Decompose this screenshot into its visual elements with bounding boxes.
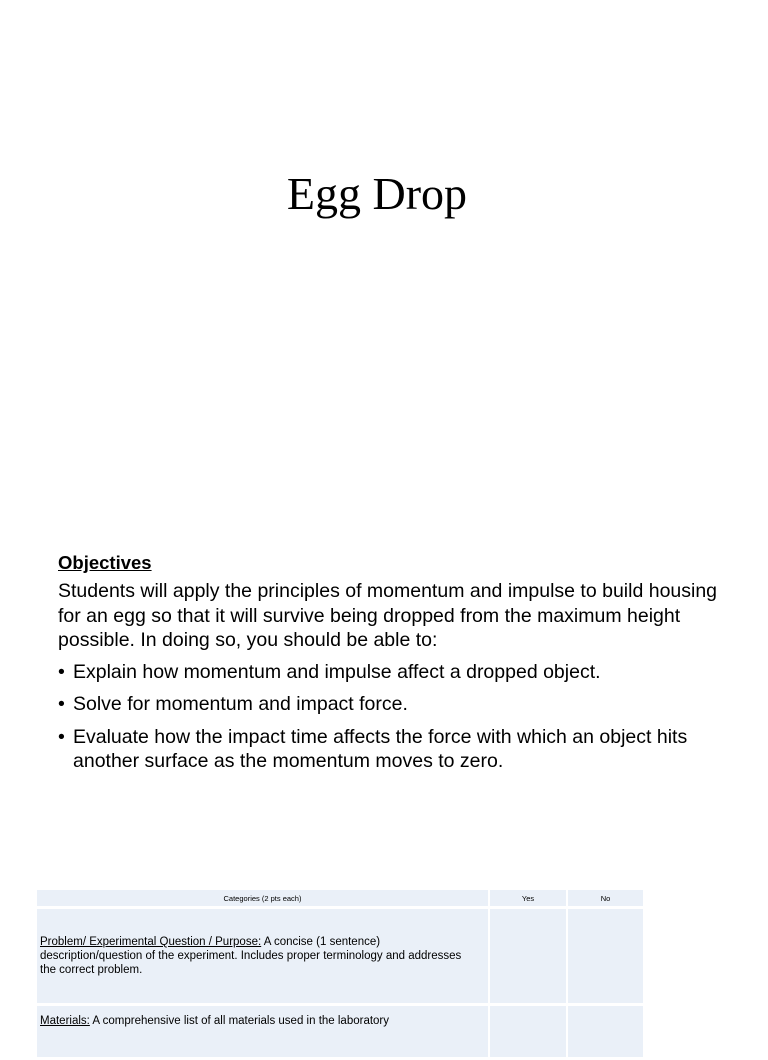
- objectives-section: [58, 550, 738, 782]
- categories-header: Categories (2 pts each): [37, 890, 489, 908]
- rubric-yes-cell: [489, 908, 567, 1005]
- bullet-icon: •: [58, 725, 65, 748]
- rubric-category-term: Problem/ Experimental Question / Purpose:: [40, 936, 262, 948]
- rubric-category-cell: [37, 1005, 489, 1059]
- bullet-icon: •: [58, 693, 65, 715]
- rubric-no-cell: [567, 908, 644, 1005]
- objective-text: Solve for momentum and impact force.: [73, 693, 408, 715]
- objectives-intro: Students will apply the principles of momentum and impulse to build housing for an egg so that it will survive being dropped from the maximum height possible. In doing so, you should be able to:: [58, 580, 718, 651]
- rubric-category-term: Materials:: [40, 1015, 90, 1027]
- rubric-row: [37, 1005, 644, 1059]
- yes-header: Yes: [489, 890, 567, 908]
- rubric-category-desc: A comprehensive list of all materials used in the laboratory: [89, 1015, 390, 1027]
- bullet-icon: •: [58, 660, 65, 683]
- rubric-yes-cell: [489, 1005, 567, 1059]
- rubric-category-desc: A concise (1 sentence) description/question of the experiment. Includes proper terminology and addresses the correct problem.: [40, 936, 462, 976]
- rubric-category-cell: [37, 908, 489, 1005]
- objectives-list: [58, 660, 738, 774]
- objective-text: Evaluate how the impact time affects the force with which an object hits another surface as the momentum moves to zero.: [73, 725, 688, 772]
- rubric-header-row: [37, 890, 644, 908]
- objectives-heading: Objectives: [58, 552, 152, 573]
- rubric-no-cell: [567, 1005, 644, 1059]
- rubric-row: [37, 908, 644, 1005]
- objective-text: Explain how momentum and impulse affect a dropped object.: [73, 660, 601, 683]
- objective-item: [58, 692, 738, 717]
- no-header: No: [567, 890, 644, 908]
- page-title: Egg Drop: [286, 168, 468, 219]
- objective-item: [58, 725, 738, 774]
- rubric-table: [37, 890, 645, 1060]
- objective-item: [58, 660, 738, 685]
